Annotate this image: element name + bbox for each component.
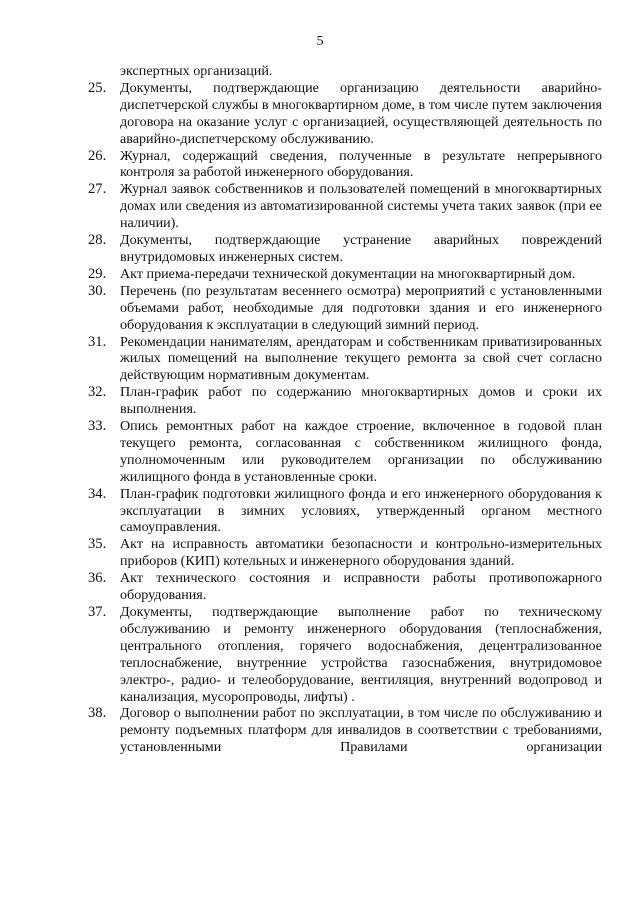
item-number: 29. xyxy=(88,265,107,282)
item-number: 30. xyxy=(88,282,107,299)
item-number: 36. xyxy=(88,570,107,587)
list-item-37 xyxy=(88,604,602,705)
list-item-31 xyxy=(88,334,602,385)
list-item-32 xyxy=(88,384,602,418)
item-text: Акт технического состояния и исправности работы противопожарного оборудования. xyxy=(120,570,602,604)
item-text: План-график работ по содержанию многоквартирных домов и сроки их выполнения. xyxy=(120,384,602,418)
item-number: 27. xyxy=(88,181,107,198)
item-text: План-график подготовки жилищного фонда и его инженерного оборудования к эксплуатации в зимних условиях, утвержденный органом местного самоуправления. xyxy=(120,485,602,536)
list-item-26 xyxy=(88,148,602,182)
list-item-27 xyxy=(88,181,602,232)
item-number: 32. xyxy=(88,384,107,401)
item-text: Журнал заявок собственников и пользователей помещений в многоквартирных домах или сведения из автоматизированной системы учета таких заявок (при ее наличии). xyxy=(120,181,602,232)
item-number: 26. xyxy=(88,147,107,164)
item-number: 34. xyxy=(88,485,107,502)
list-item-29 xyxy=(88,266,602,283)
page-number: 5 xyxy=(316,34,324,49)
document-body xyxy=(88,63,602,756)
item-number: 38. xyxy=(88,705,107,722)
continued-text: экспертных организаций. xyxy=(120,63,273,79)
item-number: 33. xyxy=(88,418,107,435)
item-number: 25. xyxy=(88,79,107,96)
list-item-36 xyxy=(88,570,602,604)
item-text: Акт приема-передачи технической документации на многоквартирный дом. xyxy=(120,265,576,282)
list-item-35 xyxy=(88,536,602,570)
item-text: Журнал, содержащий сведения, полученные в результате непрерывного контроля за работой инженерного оборудования. xyxy=(120,147,602,181)
item-text: Акт на исправность автоматики безопасности и контрольно-измерительных приборов (КИП) котельных и инженерного оборудования зданий. xyxy=(120,536,602,570)
list-item-28 xyxy=(88,232,602,266)
item-text: Договор о выполнении работ по эксплуатации, в том числе по обслуживанию и ремонту подъемных платформ для инвалидов в соответствии с требованиями, установленными Правилами организации xyxy=(120,705,602,756)
list-item-30 xyxy=(88,283,602,334)
item-number: 35. xyxy=(88,536,107,553)
item-text: Рекомендации нанимателям, арендаторам и собственникам приватизированных жилых помещений на выполнение текущего ремонта за свой счет согласно действующим нормативным документам. xyxy=(120,333,602,384)
item-text: Документы, подтверждающие организацию деятельности аварийно-диспетчерской службы в многоквартирном доме, в том числе путем заключения договора на оказание услуг с организацией, осуществляющей деятельность по аварийно-диспетчерскому обслуживанию. xyxy=(120,79,602,147)
item-number: 28. xyxy=(88,232,107,249)
list-item-25 xyxy=(88,80,602,148)
item-number: 31. xyxy=(88,333,107,350)
list-item-38 xyxy=(88,705,602,756)
item-text: Документы, подтверждающие устранение аварийных повреждений внутридомовых инженерных систем. xyxy=(120,232,602,265)
item-number: 37. xyxy=(88,604,107,620)
list-item-34 xyxy=(88,486,602,537)
list-item-33 xyxy=(88,418,602,486)
item-text: Перечень (по результатам весеннего осмотра) мероприятий с установленными объемами работ, необходимые для подготовки здания и его инженерного оборудования к эксплуатации в следующий зимний период. xyxy=(120,282,602,333)
item-text: Опись ремонтных работ на каждое строение, включенное в годовой план текущего ремонта, согласованная с собственником жилищного фонда, уполномоченным или руководителем организации по обслуживанию жилищного фонда в установленные сроки. xyxy=(120,418,602,485)
item-text: Документы, подтверждающие выполнение работ по техническому обслуживанию и ремонту инженерного оборудования (теплоснабжения, центрального отопления, горячего водоснабжения, децентрализованное теплоснабжение, внутренние устройства газоснабжения, внутридомовое электро-, радио- и телеоборудование, вентиляция, внутренний водопровод и канализация, мусоропроводы, лифты) . xyxy=(120,604,602,705)
